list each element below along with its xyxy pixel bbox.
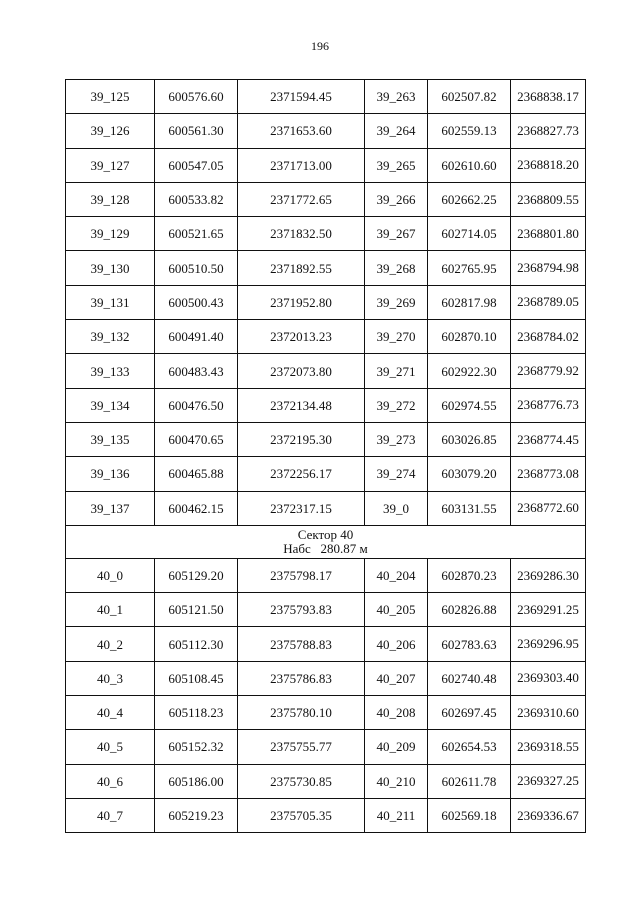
- sector-height: Набс 280.87 м: [283, 540, 368, 556]
- cell-y-coordinate: 2372073.80: [238, 354, 365, 388]
- cell-y-coordinate-2: 2368774.45: [511, 422, 586, 456]
- cell-point-id-2: 40_210: [365, 764, 428, 798]
- cell-point-id-2: 40_204: [365, 558, 428, 592]
- table-row: [66, 80, 586, 114]
- cell-y-coordinate: 2371772.65: [238, 182, 365, 216]
- table-row: [66, 285, 586, 319]
- table-row: [66, 457, 586, 491]
- cell-x-coordinate-2: 602922.30: [428, 354, 511, 388]
- cell-x-coordinate-2: 602714.05: [428, 217, 511, 251]
- cell-point-id-2: 40_211: [365, 798, 428, 832]
- table-row: [66, 182, 586, 216]
- cell-point-id-2: 39_272: [365, 388, 428, 422]
- cell-point-id: 39_134: [66, 388, 155, 422]
- cell-x-coordinate-2: 602817.98: [428, 285, 511, 319]
- cell-y-coordinate: 2375755.77: [238, 730, 365, 764]
- sector-header: [66, 525, 586, 558]
- cell-point-id: 40_1: [66, 593, 155, 627]
- table-row: [66, 593, 586, 627]
- cell-point-id-2: 39_0: [365, 491, 428, 525]
- cell-point-id-2: 39_265: [365, 148, 428, 182]
- cell-y-coordinate-2: 2368827.73: [511, 114, 586, 148]
- cell-point-id: 39_129: [66, 217, 155, 251]
- cell-y-coordinate-2: 2368784.02: [511, 320, 586, 354]
- cell-y-coordinate-2: 2369336.67: [511, 798, 586, 832]
- cell-x-coordinate-2: 603026.85: [428, 422, 511, 456]
- cell-x-coordinate: 605108.45: [155, 661, 238, 695]
- cell-point-id: 39_130: [66, 251, 155, 285]
- cell-point-id: 39_136: [66, 457, 155, 491]
- table-row: [66, 491, 586, 525]
- cell-y-coordinate-2: 2369310.60: [511, 696, 586, 730]
- table-row: [66, 388, 586, 422]
- cell-point-id-2: 40_208: [365, 696, 428, 730]
- cell-x-coordinate: 600483.43: [155, 354, 238, 388]
- cell-y-coordinate-2: 2368789.05: [511, 285, 586, 319]
- cell-point-id: 39_125: [66, 80, 155, 114]
- cell-point-id: 39_126: [66, 114, 155, 148]
- cell-y-coordinate-2: 2368818.20: [511, 148, 586, 182]
- cell-point-id: 39_132: [66, 320, 155, 354]
- cell-point-id: 40_4: [66, 696, 155, 730]
- cell-y-coordinate: 2375780.10: [238, 696, 365, 730]
- cell-y-coordinate: 2371594.45: [238, 80, 365, 114]
- cell-point-id: 40_3: [66, 661, 155, 695]
- cell-x-coordinate-2: 602783.63: [428, 627, 511, 661]
- cell-x-coordinate: 600576.60: [155, 80, 238, 114]
- cell-y-coordinate-2: 2368773.08: [511, 457, 586, 491]
- table-row: [66, 422, 586, 456]
- cell-point-id-2: 39_269: [365, 285, 428, 319]
- table-row: [66, 696, 586, 730]
- cell-y-coordinate: 2372134.48: [238, 388, 365, 422]
- cell-x-coordinate-2: 602611.78: [428, 764, 511, 798]
- table-row: [66, 558, 586, 592]
- cell-x-coordinate: 600470.65: [155, 422, 238, 456]
- cell-x-coordinate: 600491.40: [155, 320, 238, 354]
- cell-x-coordinate: 605118.23: [155, 696, 238, 730]
- cell-y-coordinate: 2375705.35: [238, 798, 365, 832]
- cell-y-coordinate: 2372195.30: [238, 422, 365, 456]
- cell-y-coordinate-2: 2368801.80: [511, 217, 586, 251]
- cell-y-coordinate: 2375793.83: [238, 593, 365, 627]
- table-row: [66, 148, 586, 182]
- sector-title: Сектор 40: [297, 526, 354, 542]
- cell-x-coordinate: 600500.43: [155, 285, 238, 319]
- cell-x-coordinate: 605219.23: [155, 798, 238, 832]
- cell-x-coordinate-2: 602826.88: [428, 593, 511, 627]
- table-row: [66, 798, 586, 832]
- cell-point-id-2: 40_207: [365, 661, 428, 695]
- table-row: [66, 661, 586, 695]
- cell-x-coordinate-2: 602697.45: [428, 696, 511, 730]
- sector-header-row: [66, 525, 586, 558]
- cell-y-coordinate: 2372013.23: [238, 320, 365, 354]
- cell-x-coordinate-2: 602870.23: [428, 558, 511, 592]
- cell-point-id-2: 40_209: [365, 730, 428, 764]
- cell-x-coordinate-2: 602765.95: [428, 251, 511, 285]
- cell-x-coordinate-2: 602559.13: [428, 114, 511, 148]
- cell-point-id-2: 40_205: [365, 593, 428, 627]
- cell-x-coordinate: 605112.30: [155, 627, 238, 661]
- cell-y-coordinate-2: 2369327.25: [511, 764, 586, 798]
- cell-x-coordinate-2: 603131.55: [428, 491, 511, 525]
- cell-x-coordinate: 600465.88: [155, 457, 238, 491]
- table-row: [66, 354, 586, 388]
- cell-y-coordinate-2: 2369286.30: [511, 558, 586, 592]
- cell-y-coordinate-2: 2368838.17: [511, 80, 586, 114]
- cell-point-id: 39_137: [66, 491, 155, 525]
- cell-point-id: 40_6: [66, 764, 155, 798]
- cell-x-coordinate: 605129.20: [155, 558, 238, 592]
- table-row: [66, 251, 586, 285]
- cell-point-id-2: 39_270: [365, 320, 428, 354]
- cell-y-coordinate: 2372256.17: [238, 457, 365, 491]
- cell-point-id-2: 39_266: [365, 182, 428, 216]
- cell-point-id: 39_133: [66, 354, 155, 388]
- table-row: [66, 764, 586, 798]
- cell-y-coordinate-2: 2369291.25: [511, 593, 586, 627]
- cell-x-coordinate: 600521.65: [155, 217, 238, 251]
- cell-point-id-2: 39_267: [365, 217, 428, 251]
- cell-x-coordinate-2: 603079.20: [428, 457, 511, 491]
- cell-y-coordinate: 2372317.15: [238, 491, 365, 525]
- cell-point-id: 40_2: [66, 627, 155, 661]
- coordinates-table: [65, 79, 586, 833]
- table-row: [66, 320, 586, 354]
- cell-x-coordinate: 600533.82: [155, 182, 238, 216]
- cell-x-coordinate-2: 602654.53: [428, 730, 511, 764]
- cell-x-coordinate: 600547.05: [155, 148, 238, 182]
- cell-y-coordinate-2: 2368779.92: [511, 354, 586, 388]
- cell-x-coordinate: 605186.00: [155, 764, 238, 798]
- cell-point-id-2: 39_273: [365, 422, 428, 456]
- cell-y-coordinate: 2371892.55: [238, 251, 365, 285]
- cell-y-coordinate: 2371832.50: [238, 217, 365, 251]
- cell-x-coordinate-2: 602740.48: [428, 661, 511, 695]
- cell-y-coordinate-2: 2368776.73: [511, 388, 586, 422]
- cell-x-coordinate: 605121.50: [155, 593, 238, 627]
- cell-y-coordinate: 2375788.83: [238, 627, 365, 661]
- cell-point-id: 39_131: [66, 285, 155, 319]
- cell-y-coordinate: 2371653.60: [238, 114, 365, 148]
- cell-x-coordinate: 600476.50: [155, 388, 238, 422]
- cell-x-coordinate-2: 602870.10: [428, 320, 511, 354]
- cell-y-coordinate-2: 2369303.40: [511, 661, 586, 695]
- cell-y-coordinate: 2375798.17: [238, 558, 365, 592]
- cell-x-coordinate: 600462.15: [155, 491, 238, 525]
- cell-y-coordinate-2: 2369318.55: [511, 730, 586, 764]
- cell-point-id: 40_5: [66, 730, 155, 764]
- page-number: 196: [311, 39, 329, 53]
- cell-point-id: 40_0: [66, 558, 155, 592]
- cell-y-coordinate-2: 2368809.55: [511, 182, 586, 216]
- cell-point-id-2: 39_264: [365, 114, 428, 148]
- cell-point-id-2: 39_271: [365, 354, 428, 388]
- cell-x-coordinate-2: 602974.55: [428, 388, 511, 422]
- cell-point-id-2: 39_268: [365, 251, 428, 285]
- cell-y-coordinate-2: 2368772.60: [511, 491, 586, 525]
- table-row: [66, 730, 586, 764]
- cell-x-coordinate: 605152.32: [155, 730, 238, 764]
- table-row: [66, 627, 586, 661]
- cell-x-coordinate-2: 602662.25: [428, 182, 511, 216]
- cell-point-id-2: 39_263: [365, 80, 428, 114]
- cell-x-coordinate: 600561.30: [155, 114, 238, 148]
- cell-point-id: 39_128: [66, 182, 155, 216]
- cell-point-id: 39_135: [66, 422, 155, 456]
- cell-y-coordinate: 2371952.80: [238, 285, 365, 319]
- cell-y-coordinate: 2375730.85: [238, 764, 365, 798]
- cell-y-coordinate: 2371713.00: [238, 148, 365, 182]
- cell-x-coordinate-2: 602610.60: [428, 148, 511, 182]
- cell-point-id: 39_127: [66, 148, 155, 182]
- cell-point-id-2: 40_206: [365, 627, 428, 661]
- cell-y-coordinate: 2375786.83: [238, 661, 365, 695]
- cell-x-coordinate-2: 602569.18: [428, 798, 511, 832]
- cell-y-coordinate-2: 2368794.98: [511, 251, 586, 285]
- cell-point-id: 40_7: [66, 798, 155, 832]
- cell-point-id-2: 39_274: [365, 457, 428, 491]
- table-row: [66, 114, 586, 148]
- cell-y-coordinate-2: 2369296.95: [511, 627, 586, 661]
- table-row: [66, 217, 586, 251]
- cell-x-coordinate-2: 602507.82: [428, 80, 511, 114]
- cell-x-coordinate: 600510.50: [155, 251, 238, 285]
